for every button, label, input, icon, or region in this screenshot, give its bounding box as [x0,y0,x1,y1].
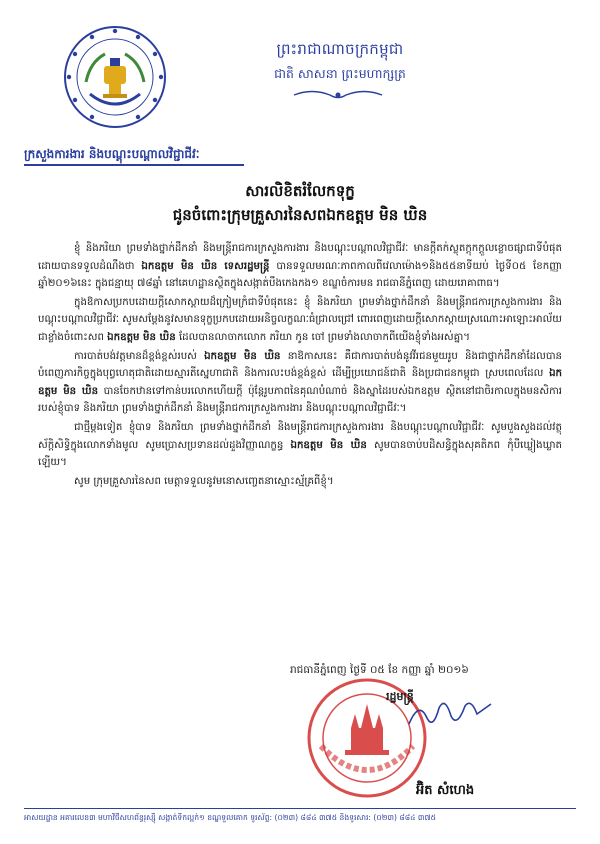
ministry-underline [24,164,244,166]
deceased-name: ឯកឧត្តម មិន ឃិន ទេសរដ្ឋមន្ត្រី [141,260,270,272]
text-span: ជាថ្មីម្តងទៀត ខ្ញុំបាទ និងភរិយា ព្រមទាំងថ្នាក់ដឹកនាំ និងមន្ត្រីរាជការក្រសួងការងារ និងបណ្តុះបណ្តាលវិជ្ជាជីវៈ សូមបួងសួងដល់វត្ថុស័ក្តិសិទ្ធិក្នុងលោកទាំងមូល សូមប្រោសប្រទានដល់ដួងវិញ្ញាណក្ខន្ធ [38,421,562,451]
paragraph-2 [38,294,562,347]
text-span: ខ្ញុំ និងភរិយា ព្រមទាំងថ្នាក់ដឹកនាំ និងមន្ត្រីរាជការក្រសួងការងារ និងបណ្តុះបណ្តាលវិជ្ជាជីវៈ មានក្តីតក់ស្លុតក្តុកក្តួលខ្លោចផ្សាជាទីបំផុត ដោយបានទទួលដំណឹងថា [38,243,562,272]
text-span: បានចែកឋានទៅកាន់បរលោកហើយក្តី ប៉ុន្តែរូបភាពនៃគុណបំណាច់ និងស្នាដៃរបស់ឯកឧត្តម ស្ថិតនៅជាចិរកាលក្នុងមនសិការរបស់ខ្ញុំបាទ និងភរិយា ព្រមទាំងថ្នាក់ដឹកនាំ និងមន្ត្រីរាជការក្រសួងការងារ និងបណ្តុះបណ្តាលវិជ្ជាជីវៈ។ [38,385,562,415]
ministry-logo-icon [60,22,170,132]
signatory-name: អ៊ិត សំហេង [416,783,475,798]
ornament-divider-icon [292,88,384,102]
footer-divider [24,808,576,809]
kingdom-heading: ព្រះរាជាណាចក្រកម្ពុជា [276,40,404,58]
paragraph-1 [38,240,562,293]
paragraph-4 [38,419,562,472]
national-motto: ជាតិ សាសនា ព្រះមហាក្សត្រ [274,66,406,81]
ministry-name: ក្រសួងការងារ និងបណ្តុះបណ្តាលវិជ្ជាជីវៈ [24,147,200,161]
deceased-name: ឯកឧត្តម មិន ឃិន [204,350,281,362]
text-span: បានទទួលមរណៈភាពកាលពីវេលាម៉ោង១និង៥៥នាទីយប់ ថ្ងៃទី០៥ ខែកញ្ញា ឆ្នាំ២០១៦នេះ ក្នុងជន្មាយុ ៧៨ឆ្នាំ នៅគេហដ្ឋានស្ថិតក្នុងសង្កាត់បឹងកេងកង១ ខណ្ឌចំការមន រាជធានីភ្នំពេញ ដោយរោគាពាធ។ [38,260,562,290]
deceased-name: ឯកឧត្តម មិន ឃិន [290,439,367,451]
text-span: ការបាត់បង់វត្តមានដ៏ខ្ពង់ខ្ពស់របស់ [74,350,197,362]
date-line: រាជធានីភ្នំពេញ ថ្ងៃទី ០៥ ខែ កញ្ញា ឆ្នាំ ២០១៦ [290,664,469,676]
letter-subtitle: ជូនចំពោះក្រុមគ្រួសារនៃសពឯកឧត្តម មិន ឃិន [172,206,428,224]
text-span: ក្នុងឱកាសប្រកបដោយក្តីសោកស្តាយដ៏ក្រៀមក្រំជាទីបំផុតនេះ ខ្ញុំ និងភរិយា ព្រមទាំងថ្នាក់ដឹកនាំ និងមន្ត្រីរាជការក្រសួងការងារ និងបណ្តុះបណ្តាលវិជ្ជាជីវៈ សូមសម្តែងនូវសមានទុក្ខប្រកបដោយអនិច្ចលក្ខណៈធំជ្រាលជ្រៅ ពោរពេញដោយក្តីសោកស្តាយស្រណោះអាឡោះអាល័យជាខ្លាំងចំពោះសព [38,296,563,343]
deceased-name: ឯកឧត្តម មិន ឃិន [38,368,562,397]
letter-body [38,240,562,491]
paragraph-3 [38,348,562,418]
text-span: នាឱកាសនេះ គឺជាការបាត់បង់នូវវីរជនមួយរូប និងជាថ្នាក់ដឹកនាំដែលបានបំពេញភារកិច្ចក្នុងបុព្វហេតុជាតិដោយស្មារតីស្នេហាជាតិ និងការលះបង់ខ្ពង់ខ្ពស់ ដើម្បីប្រយោជន៍ជាតិ និងប្រជាជនកម្ពុជា ស្របពេលដែល [38,350,563,380]
paragraph-5: សូម ក្រុមគ្រួសារនៃសព មេត្តាទទួលនូវមនោសញ្ចេតនាស្មោះស្ម័គ្រពីខ្ញុំ។ [74,475,334,487]
letter-title: សារលិខិតរំលែកទុក្ខ [245,182,355,200]
text-span: សូមបានចាប់បដិសន្ធិក្នុងសុគតិភព កុំបីឃ្លៀងឃ្លាតឡើយ។ [38,439,562,469]
signatory-position: រដ្ឋមន្ត្រី [386,690,414,703]
deceased-name: ឯកឧត្តម មិន ឃិន [107,331,176,343]
footer-address: អាសយដ្ឋាន អគារលេខ៣ មហាវិថីសហព័ន្ធរុស្ស៊ី សង្កាត់ទឹកល្អក់១ ខណ្ឌទួលគោក ទូរស័ព្ទ: (០២៣) ៨៨៤ ៣៧៥ និងទូរសារ: (០២៣) ៨៨៤ ៣៧៥ [24,813,436,822]
text-span: ដែលបានលាចាកលោក ភរិយា កូន ចៅ ព្រមទាំងលាចាកពីយើងខ្ញុំទាំងអស់គ្នា។ [178,331,471,343]
handwritten-signature-icon [405,694,495,734]
